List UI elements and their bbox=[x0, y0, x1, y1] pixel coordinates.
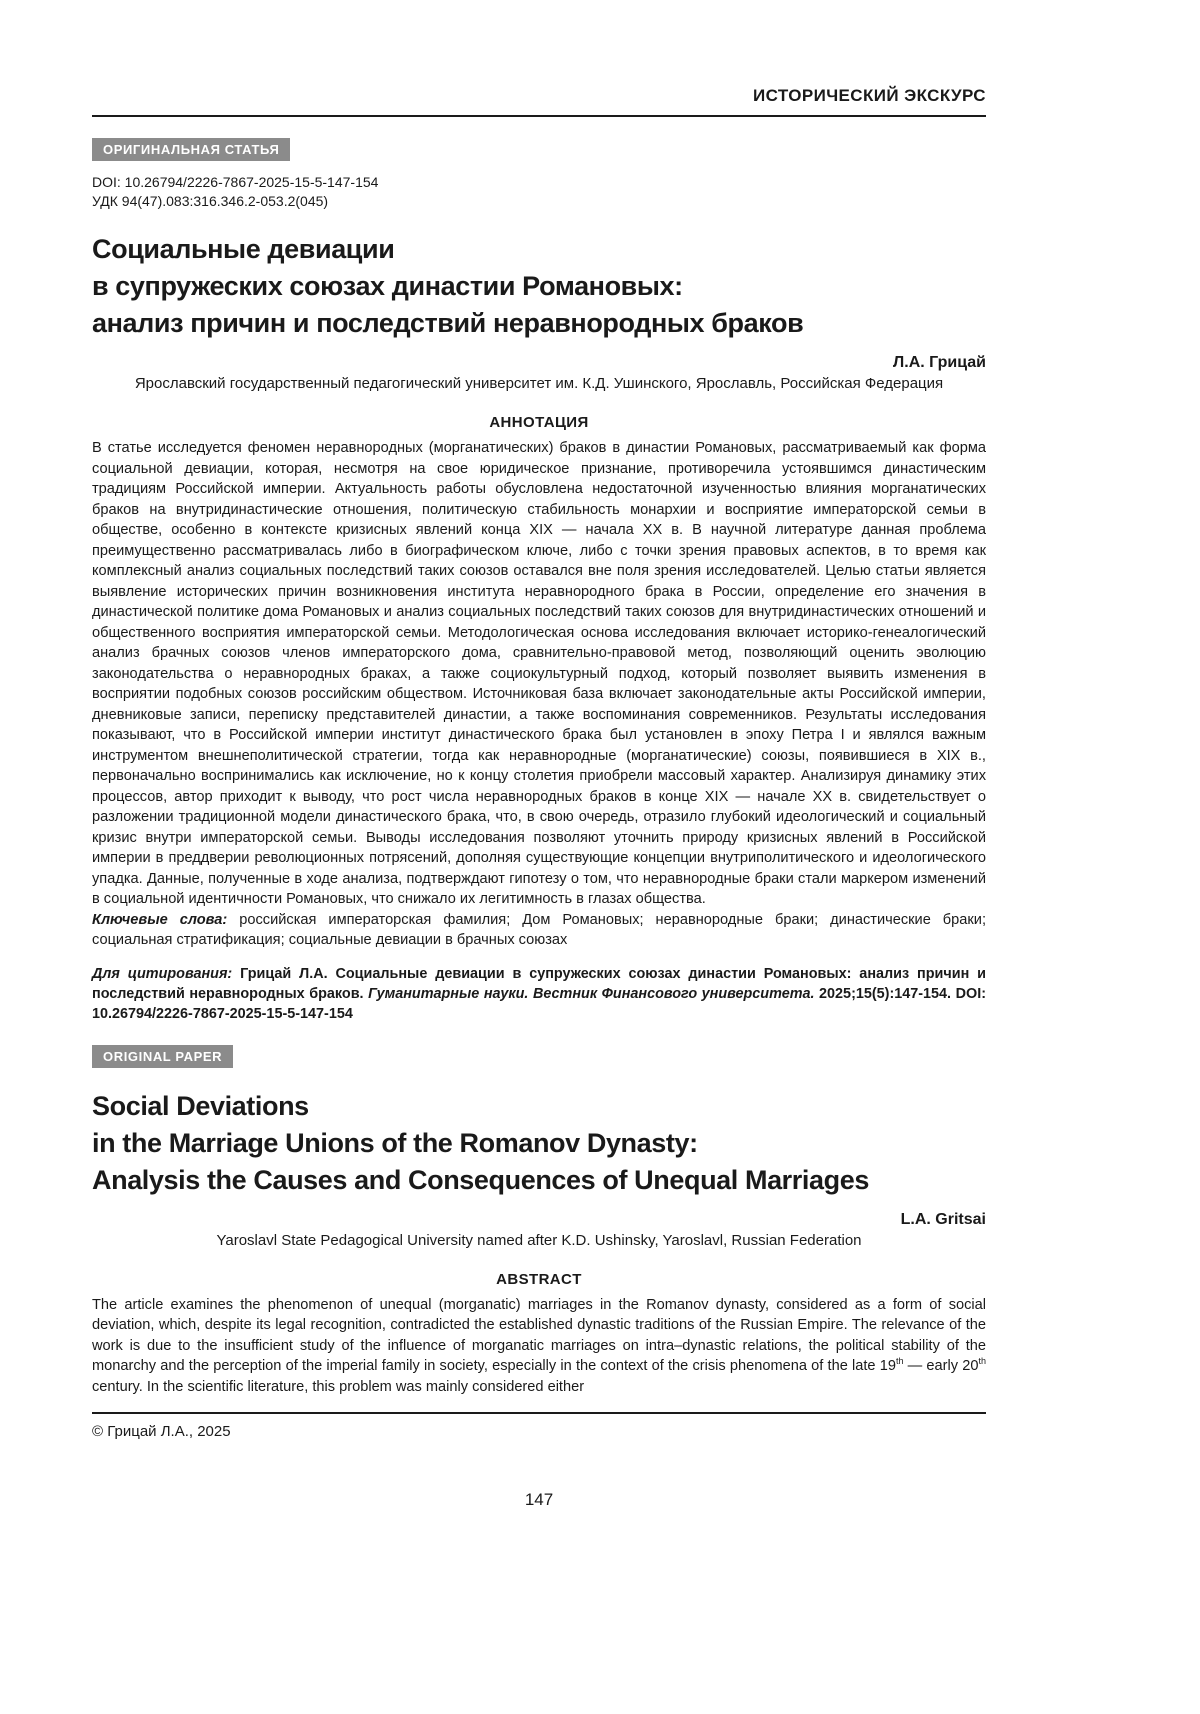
abstract-heading-en: ABSTRACT bbox=[496, 1270, 582, 1288]
abstract-ru: В статье исследуется феномен неравнородных (морганатических) браков в династии Романовых, рассматриваемый как форма социальной девиации, которая, несмотря на свое юридическое признание, противоречила устоявшимся династическим традициям Российской империи. Актуальность работы обусловлена недостаточной изученностью влияния морганатических браков на внутридинастические отношения, политическую стабильность монархии и восприятие императорской семьи в обществе, особенно в контексте кризисных явлений конца XIX — начала XX в. В научной литературе данная проблема преимущественно рассматривалась либо в биографическом ключе, либо с точки зрения правовых аспектов, в то время как комплексный анализ социальных последствий таких союзов оставался вне поля зрения исследователей. Целью статьи является выявление исторических причин возникновения института неравнородного брака в России, определение его значения в династической политике дома Романовых и анализ социальных последствий таких союзов для внутридинастических отношений и общественного восприятия императорской семьи. Методологическая основа исследования включает историко-генеалогический анализ брачных союзов членов императорского дома, сравнительно-правовой метод, позволяющий оценить эволюцию законодательства о неравнородных браках, а также социокультурный подход, который позволяет выявить изменения в восприятии подобных союзов российским обществом. Источниковая база включает законодательные акты Российской империи, дневниковые записи, переписку представителей династии, а также воспоминания современников. Результаты исследования показывают, что в Российской империи институт династического брака был установлен в эпоху Петра I и являлся важным инструментом внешнеполитической стратегии, тогда как неравнородные (морганатические) союзы, появившиеся в XIX в., первоначально воспринимались как исключение, но к концу столетия приобрели массовый характер. Анализируя динамику этих процессов, автор приходит к выводу, что рост числа неравнородных браков в конце XIX — начале XX в. свидетельствует о разложении традиционной модели династического брака, что, в свою очередь, отразило глубокий идеологический и социальный кризис внутри императорской семьи. Выводы исследования позволяют уточнить природу кризисных явлений в Российской империи в преддверии революционных потрясений, дополняя существующие концепции внутриполитического и идеологического упадка. Данные, полученные в ходе анализа, подтверждают гипотезу о том, что неравнородные браки стали маркером изменений в социальной идентичности Романовых, что снижало их легитимность в глазах общества. bbox=[92, 440, 986, 907]
en-article-type-badge: ORIGINAL PAPER bbox=[92, 1045, 233, 1068]
title-en: Social Deviations in the Marriage Unions of the Romanov Dynasty: Analysis the Causes and Consequences of Unequal Marriages bbox=[92, 1090, 869, 1195]
abstract-heading-ru: АННОТАЦИЯ bbox=[489, 414, 589, 431]
abstract-en-part3: century. In the scientific literature, this problem was mainly considered either bbox=[92, 1378, 585, 1395]
citation-text: Грицай Л.А. Социальные девиации в супружеских союзах династии Романовых: анализ причин и последствий неравнородных браков. bbox=[92, 965, 986, 1002]
author-en: L.A. Gritsai bbox=[900, 1210, 986, 1228]
author-ru: Л.А. Грицай bbox=[893, 354, 986, 371]
title-ru: Социальные девиации в супружеских союзах династии Романовых: анализ причин и последствий неравнородных браков bbox=[92, 234, 804, 338]
keywords-label: Ключевые слова: bbox=[92, 911, 228, 928]
superscript-th-2: th bbox=[978, 1356, 986, 1367]
abstract-en-part2: — early 20 bbox=[903, 1358, 979, 1374]
citation-tail: 2025;15(5):147-154. DOI: 10.26794/2226-7867-2025-15-5-147-154 bbox=[92, 985, 986, 1022]
citation-ru bbox=[92, 964, 986, 1024]
running-head: ИСТОРИЧЕСКИЙ ЭКСКУРС bbox=[92, 86, 986, 117]
keywords-text: российская императорская фамилия; Дом Романовых; неравнородные браки; династические браки; социальная стратификация; социальные девиации в брачных союзах bbox=[92, 911, 986, 948]
affiliation-ru: Ярославский государственный педагогический университет им. К.Д. Ушинского, Ярославль, Российская Федерация bbox=[134, 375, 944, 392]
citation-journal: Гуманитарные науки. Вестник Финансового университета. bbox=[368, 985, 815, 1002]
ru-article-type-badge: ОРИГИНАЛЬНАЯ СТАТЬЯ bbox=[92, 138, 290, 161]
superscript-th-1: th bbox=[895, 1356, 904, 1367]
abstract-en bbox=[92, 1295, 986, 1398]
doi-line: DOI: 10.26794/2226-7867-2025-15-5-147-154 bbox=[92, 174, 379, 190]
page-number: 147 bbox=[524, 1490, 554, 1509]
affiliation-en: Yaroslavl State Pedagogical University named after K.D. Ushinsky, Yaroslavl, Russian Federation bbox=[216, 1231, 862, 1249]
citation-label: Для цитирования: bbox=[92, 965, 233, 982]
abstract-en-part1: The article examines the phenomenon of unequal (morganatic) marriages in the Romanov dynasty, considered as a form of social deviation, which, despite its legal recognition, contradicted the established dynastic traditions of the Russian Empire. The relevance of the work is due to the insufficient study of the influence of morganatic marriages on intra–dynastic relations, the political stability of the monarchy and the perception of the imperial family in society, especially in the context of the crisis phenomena of the late 19 bbox=[92, 1296, 986, 1374]
copyright-line: © Грицай Л.А., 2025 bbox=[92, 1423, 231, 1440]
article-meta bbox=[92, 173, 986, 211]
keywords-ru bbox=[92, 910, 986, 951]
copyright-block bbox=[92, 1412, 986, 1440]
udk-line: УДК 94(47).083:316.346.2-053.2(045) bbox=[92, 193, 329, 209]
